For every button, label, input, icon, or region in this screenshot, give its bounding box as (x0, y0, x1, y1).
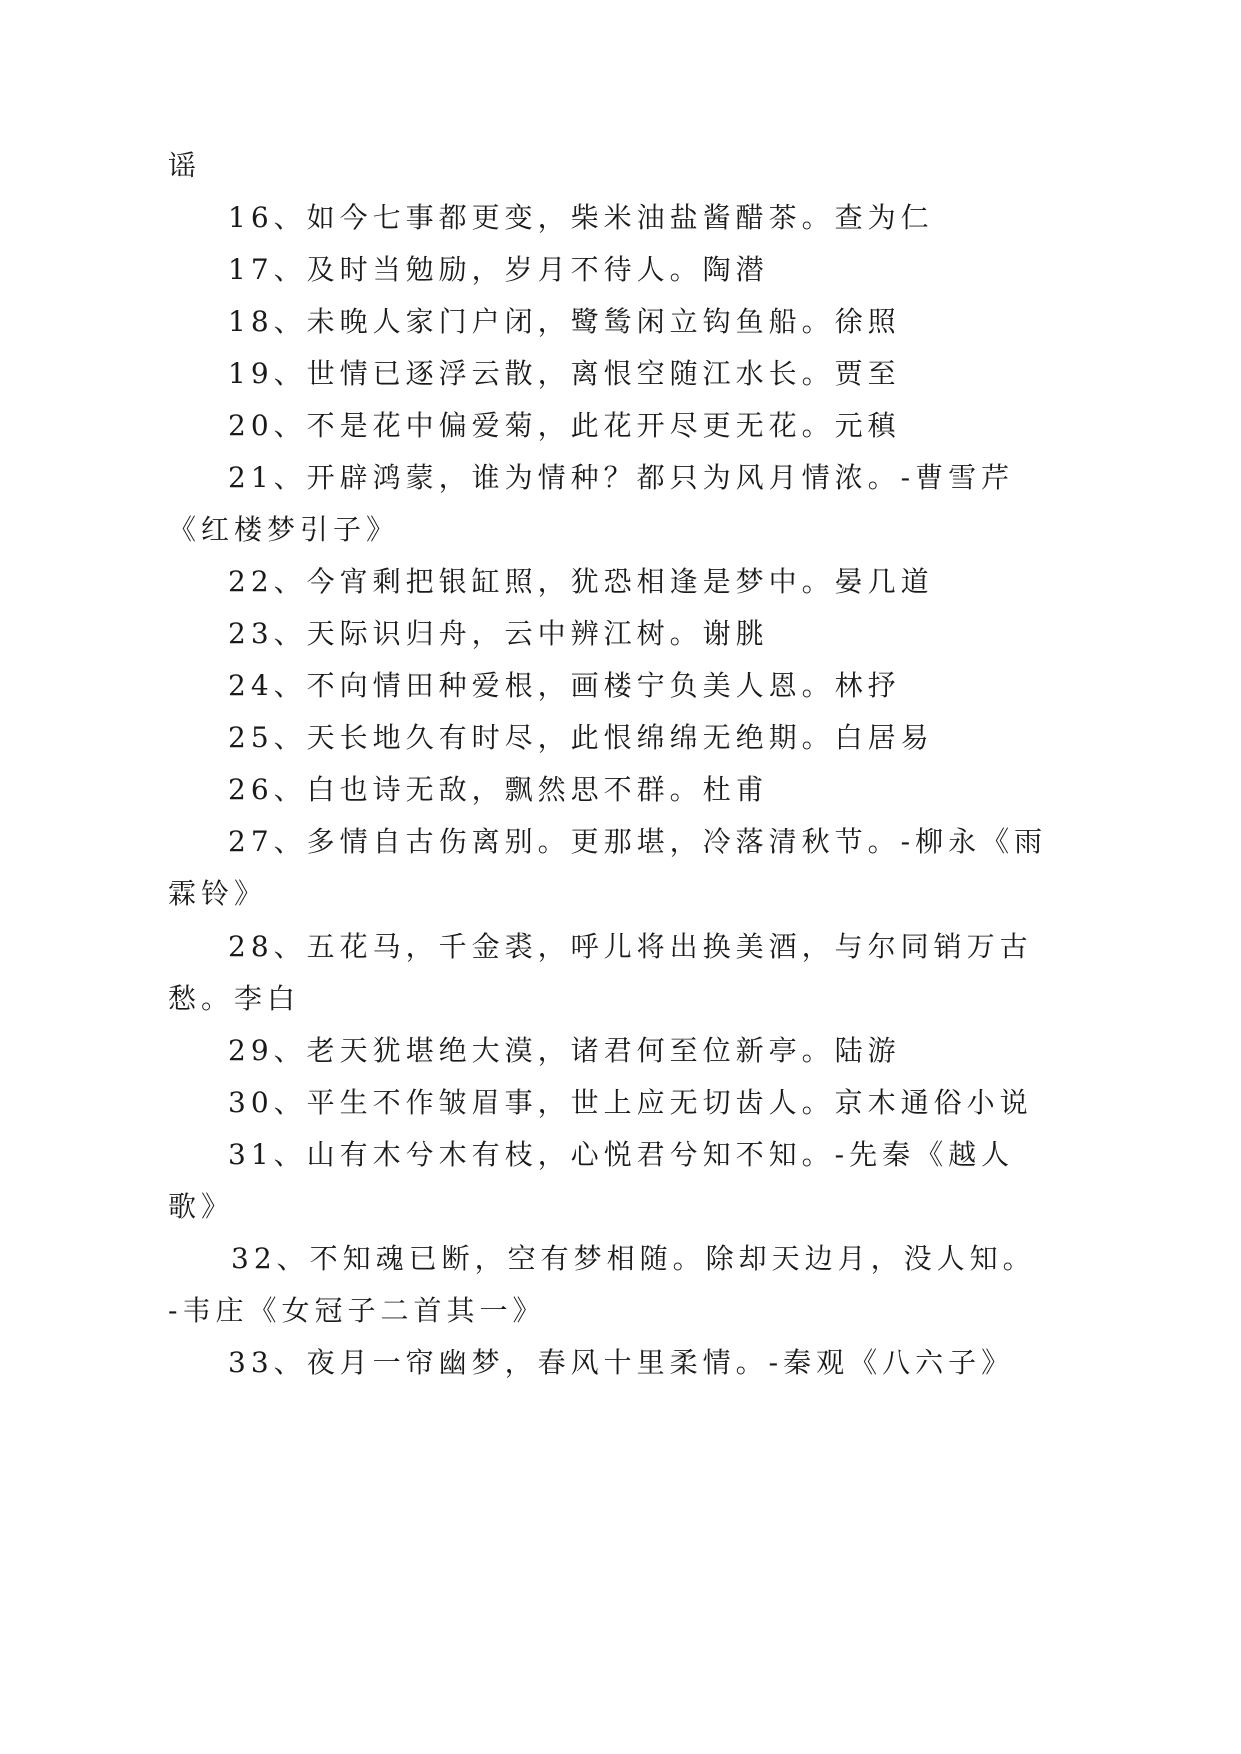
text-line: 16、如今七事都更变，柴米油盐酱醋茶。查为仁 (228, 201, 934, 234)
text-line: 《红楼梦引子》 (168, 513, 400, 546)
text-line: 18、未晚人家门户闭，鹭鸶闲立钩鱼船。徐照 (228, 305, 901, 338)
text-line: 21、开辟鸿蒙，谁为情种？都只为风月情浓。-曹雪芹 (228, 461, 1015, 494)
text-line: 19、世情已逐浮云散，离恨空随江水长。贾至 (228, 357, 901, 390)
text-line: 32、不知魂已断，空有梦相随。除却天边月，没人知。 (231, 1242, 1036, 1275)
text-line: 愁。李白 (168, 982, 301, 1015)
text-line: 霖铃》 (168, 877, 268, 910)
text-line: 24、不向情田种爱根，画楼宁负美人恩。林抒 (228, 669, 901, 702)
text-line: 33、夜月一帘幽梦，春风十里柔情。-秦观《八六子》 (228, 1346, 1015, 1379)
text-line: 28、五花马，千金裘，呼儿将出换美酒，与尔同销万古 (228, 930, 1033, 963)
text-line: 谣 (168, 149, 202, 182)
text-line: 29、老天犹堪绝大漠，诸君何至位新亭。陆游 (228, 1034, 901, 1067)
text-line: 23、天际识归舟，云中辨江树。谢朓 (228, 617, 769, 650)
text-line: -韦庄《女冠子二首其一》 (168, 1294, 546, 1327)
text-line: 22、今宵剩把银缸照，犹恐相逢是梦中。晏几道 (228, 565, 934, 598)
text-line: 17、及时当勉励，岁月不待人。陶潜 (228, 253, 769, 286)
text-line: 26、白也诗无敌，飘然思不群。杜甫 (228, 773, 769, 806)
text-line: 30、平生不作皱眉事，世上应无切齿人。京木通俗小说 (228, 1086, 1033, 1119)
text-line: 20、不是花中偏爱菊，此花开尽更无花。元稹 (228, 409, 901, 442)
text-line: 歌》 (168, 1190, 235, 1223)
text-line: 25、天长地久有时尽，此恨绵绵无绝期。白居易 (228, 721, 934, 754)
text-line: 31、山有木兮木有枝，心悦君兮知不知。-先秦《越人 (228, 1138, 1015, 1171)
text-line: 27、多情自古伤离别。更那堪，冷落清秋节。-柳永《雨 (228, 825, 1048, 858)
